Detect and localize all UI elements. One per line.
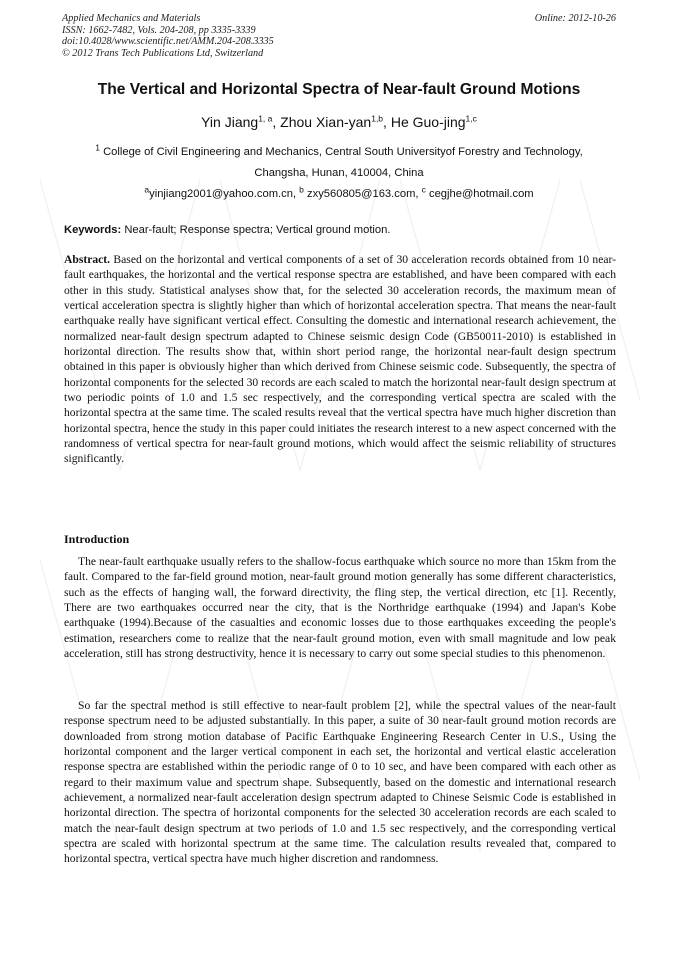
journal-issn: ISSN: 1662-7482, Vols. 204-208, pp 3335-3339	[62, 24, 256, 36]
email-mark: a	[144, 184, 150, 195]
email-mark: c	[421, 184, 426, 195]
journal-copyright: © 2012 Trans Tech Publications Ltd, Switzerland	[62, 47, 264, 59]
online-date: Online: 2012-10-26	[534, 13, 616, 24]
affiliation-text: College of Civil Engineering and Mechanics, Central South Universityof Forestry and Technology,	[103, 146, 583, 158]
keywords	[64, 223, 616, 238]
email-mark: b	[299, 184, 304, 195]
journal-name: Applied Mechanics and Materials	[62, 13, 201, 24]
keywords-text: Near-fault; Response spectra; Vertical ground motion.	[124, 224, 391, 236]
journal-doi: doi:10.4028/www.scientific.net/AMM.204-208.3335	[62, 36, 274, 48]
section-heading: Introduction	[64, 532, 130, 546]
email-link[interactable]: cegjhe@hotmail.com	[428, 188, 534, 200]
email-link[interactable]: zxy560805@163.com,	[307, 188, 419, 200]
affiliation-line-2: Changsha, Hunan, 410004, China	[254, 167, 424, 179]
intro-paragraph-1: The near-fault earthquake usually refers to the shallow-focus earthquake which source no more than 15km from the fault. Compared to the far-field ground motion, near-fault ground motion generally has some different characteristics, such as the effects of hanging wall, the forward directivity, the fling step, the vertical direction, etc [1]. Recently, There are two earthquakes occurred near the city, that is the Northridge earthquake (1994) and Japan's Kobe earthquake (1994).Because of the casualties and economic losses due to those earthquakes exceeding the people's estimation, researchers come to realize that the near-fault ground motion, even with small magnitude and low peak acceleration, still has strong destructivity, hence it is necessary to carry out some special studies to this phenomenon.	[64, 555, 616, 661]
abstract	[64, 252, 616, 467]
abstract-label: Abstract.	[64, 253, 111, 266]
email-line	[40, 184, 638, 202]
email-link[interactable]: yinjiang2001@yahoo.com.cn,	[149, 188, 297, 200]
author-affiliation-mark: 1,b	[371, 113, 384, 124]
author-name: He Guo-jing	[390, 114, 466, 130]
intro-paragraph-2: So far the spectral method is still effective to near-fault problem [2], while the spectral values of the near-fault response spectrum need to be adjusted substantially. In this paper, a suite of 30 near-fault ground motion records are downloaded from strong motion database of Pacific Earthquake Engineering Research Center in U.S., Using the horizontal component and the larger vertical component in each set, the horizontal and vertical elastic acceleration response spectra are established within the periodic range of 0 to 10 sec, and have been compared with each other as regard to their maximum value and spectrum shape. Subsequently, based on the domestic and international research achievement, a normalized near-fault acceleration design spectrum adapted to Chinese Seismic Code is established in horizontal direction. The spectra of horizontal components for the selected 30 acceleration records are each scaled to match the near-fault design spectrum at two periods of 1.0 and 1.5 sec respectively, and the corresponding vertical spectra are scaled with horizontal spectrum at the same time. The calculation results revealed that, compared to horizontal spectra, vertical spectra have much higher discretion and randomness.	[64, 699, 616, 866]
affiliation-line-1	[40, 142, 638, 160]
author-name: Yin Jiang	[201, 114, 259, 130]
author-affiliation-mark: 1, a	[258, 113, 273, 124]
affiliation-mark: 1	[95, 142, 100, 153]
keywords-label: Keywords:	[64, 224, 122, 236]
journal-header	[62, 13, 274, 59]
abstract-text: Based on the horizontal and vertical components of a set of 30 acceleration records obtained from 10 near-fault earthquakes, the horizontal and the vertical response spectra are established, and have been compared with each other in this study. Statistical analyses show that, for the selected 30 acceleration records, the maximum mean of vertical acceleration spectra is slightly higher than which of horizontal acceleration spectra. That means the near-fault earthquake really have significant vertical effect. Consulting the domestic and international research achievement, the normalized near-fault design spectrum adapted to Chinese seismic design Code (GB50011-2010) is established in horizontal direction. The results show that, within short period range, the horizontal near-fault design spectrum obtained in this paper is obviously higher than which derived from Chinese seismic code. Subsequently, the spectra of horizontal components for the selected 30 records are each scaled to match the horizontal near-fault design spectrum at two periodic points of 1.0 and 1.5 sec respectively, and the corresponding vertical spectra are scaled with the horizontal spectra at the same time. The scaled results reveal that the vertical spectra have much higher discretion than horizontal spectra, hence the study in this paper could initiates the research interest to a new aspect concerned with the randomness of vertical spectra for near-fault ground motions, which would affect the seismic reliability of structures significantly.	[64, 253, 616, 466]
paper-title: The Vertical and Horizontal Spectra of Near-fault Ground Motions	[97, 81, 581, 98]
author-affiliation-mark: 1,c	[465, 113, 477, 124]
author-list	[40, 112, 638, 132]
author-separator: ,	[272, 114, 281, 130]
author-name: Zhou Xian-yan	[280, 114, 372, 130]
author-separator: ,	[383, 114, 391, 130]
